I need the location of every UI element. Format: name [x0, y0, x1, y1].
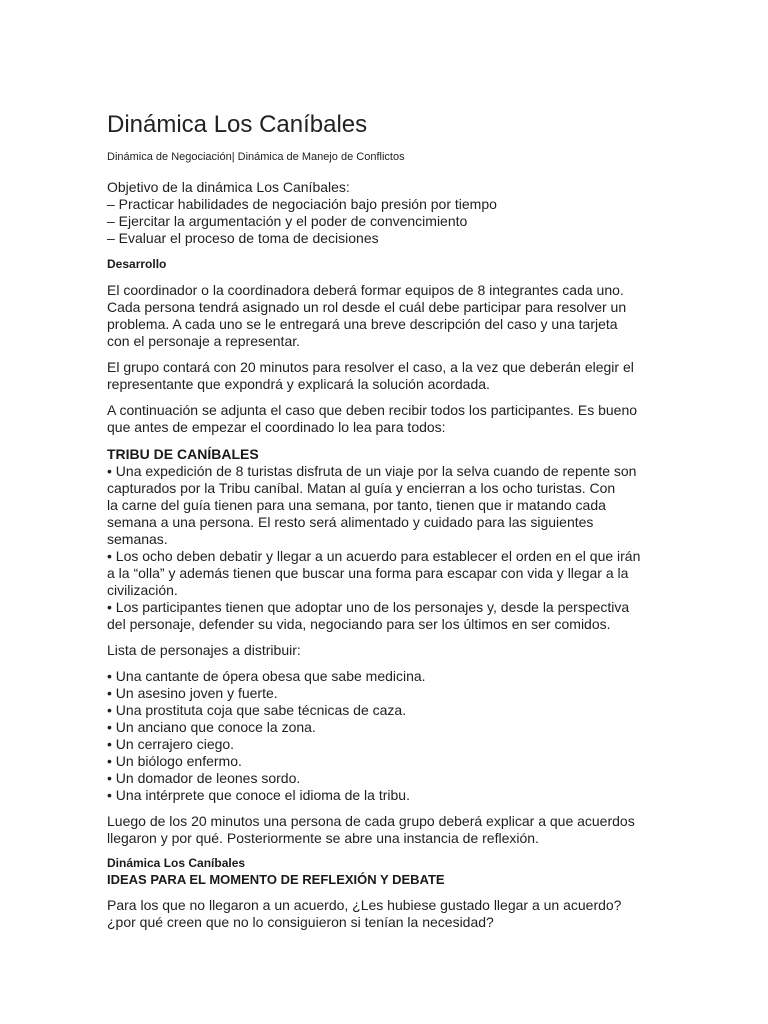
desarrollo-heading: Desarrollo	[107, 257, 167, 271]
paragraph-teams	[107, 282, 667, 350]
objective-line: Objetivo de la dinámica Los Caníbales:	[107, 179, 350, 195]
paragraph-line: El grupo contará con 20 minutos para resolver el caso, a la vez que deberán elegir el	[107, 359, 634, 375]
reflection-heading: IDEAS PARA EL MOMENTO DE REFLEXIÓN Y DEBATE	[107, 872, 445, 887]
tribe-case-text	[107, 463, 667, 633]
paragraph-line: ¿por qué creen que no lo consiguieron si tenían la necesidad?	[107, 914, 494, 930]
tribe-line: capturados por la Tribu caníbal. Matan al guía y encierran a los ocho turistas. Con	[107, 480, 616, 496]
document-subtitle: Dinámica de Negociación| Dinámica de Manejo de Conflictos	[107, 151, 405, 163]
paragraph-line: problema. A cada uno se le entregará una breve descripción del caso y una tarjeta	[107, 316, 618, 332]
tribe-line: del personaje, defender su vida, negociando para ser los últimos en ser comidos.	[107, 616, 611, 632]
character-item: • Un biólogo enfermo.	[107, 753, 242, 769]
tribe-line: • Una expedición de 8 turistas disfruta de un viaje por la selva cuando de repente son	[107, 463, 637, 479]
paragraph-line: Cada persona tendrá asignado un rol desde el cuál debe participar para resolver un	[107, 299, 627, 315]
tribe-line: civilización.	[107, 582, 178, 598]
document-title: Dinámica Los Caníbales	[107, 111, 368, 138]
character-item: • Un cerrajero ciego.	[107, 736, 235, 752]
tribe-line: • Los ocho deben debatir y llegar a un acuerdo para establecer el orden en el que irán	[107, 548, 641, 564]
paragraph-explain	[107, 813, 667, 847]
tribe-line: a la “olla” y además tienen que buscar una forma para escapar con vida y llegar a la	[107, 565, 629, 581]
objective-line: – Practicar habilidades de negociación bajo presión por tiempo	[107, 196, 497, 212]
tribe-line: semanas.	[107, 531, 168, 547]
characters-list	[107, 668, 667, 804]
paragraph-line: A continuación se adjunta el caso que deben recibir todos los participantes. Es bueno	[107, 402, 638, 418]
paragraph-line: El coordinador o la coordinadora deberá formar equipos de 8 integrantes cada uno.	[107, 282, 624, 298]
tribe-line: la carne del guía tienen para una semana, por tanto, tienen que ir matando cada	[107, 497, 606, 513]
character-item: • Una prostituta coja que sabe técnicas de caza.	[107, 702, 407, 718]
character-item: • Una intérprete que conoce el idioma de la tribu.	[107, 787, 410, 803]
tribe-line: • Los participantes tienen que adoptar uno de los personajes y, desde la perspectiva	[107, 599, 630, 615]
objective-line: – Evaluar el proceso de toma de decisiones	[107, 230, 379, 246]
character-item: • Una cantante de ópera obesa que sabe medicina.	[107, 668, 426, 684]
tribe-heading: TRIBU DE CANÍBALES	[107, 446, 259, 462]
objective-line: – Ejercitar la argumentación y el poder de convencimiento	[107, 213, 468, 229]
paragraph-case-intro	[107, 402, 667, 436]
objective-block	[107, 179, 667, 247]
paragraph-reflection	[107, 897, 667, 931]
paragraph-line: que antes de empezar el coordinado lo lea para todos:	[107, 419, 446, 435]
character-item: • Un asesino joven y fuerte.	[107, 685, 278, 701]
reflection-label: Dinámica Los Caníbales	[107, 856, 246, 870]
character-item: • Un anciano que conoce la zona.	[107, 719, 316, 735]
characters-intro: Lista de personajes a distribuir:	[107, 642, 301, 658]
document-page	[107, 108, 667, 931]
paragraph-line: con el personaje a representar.	[107, 333, 301, 349]
paragraph-line: Para los que no llegaron a un acuerdo, ¿Les hubiese gustado llegar a un acuerdo?	[107, 897, 622, 913]
paragraph-line: representante que expondrá y explicará la solución acordada.	[107, 376, 490, 392]
paragraph-time	[107, 359, 667, 393]
character-item: • Un domador de leones sordo.	[107, 770, 301, 786]
paragraph-line: Luego de los 20 minutos una persona de cada grupo deberá explicar a que acuerdos	[107, 813, 635, 829]
paragraph-line: llegaron y por qué. Posteriormente se abre una instancia de reflexión.	[107, 830, 539, 846]
tribe-line: semana a una persona. El resto será alimentado y cuidado para las siguientes	[107, 514, 594, 530]
